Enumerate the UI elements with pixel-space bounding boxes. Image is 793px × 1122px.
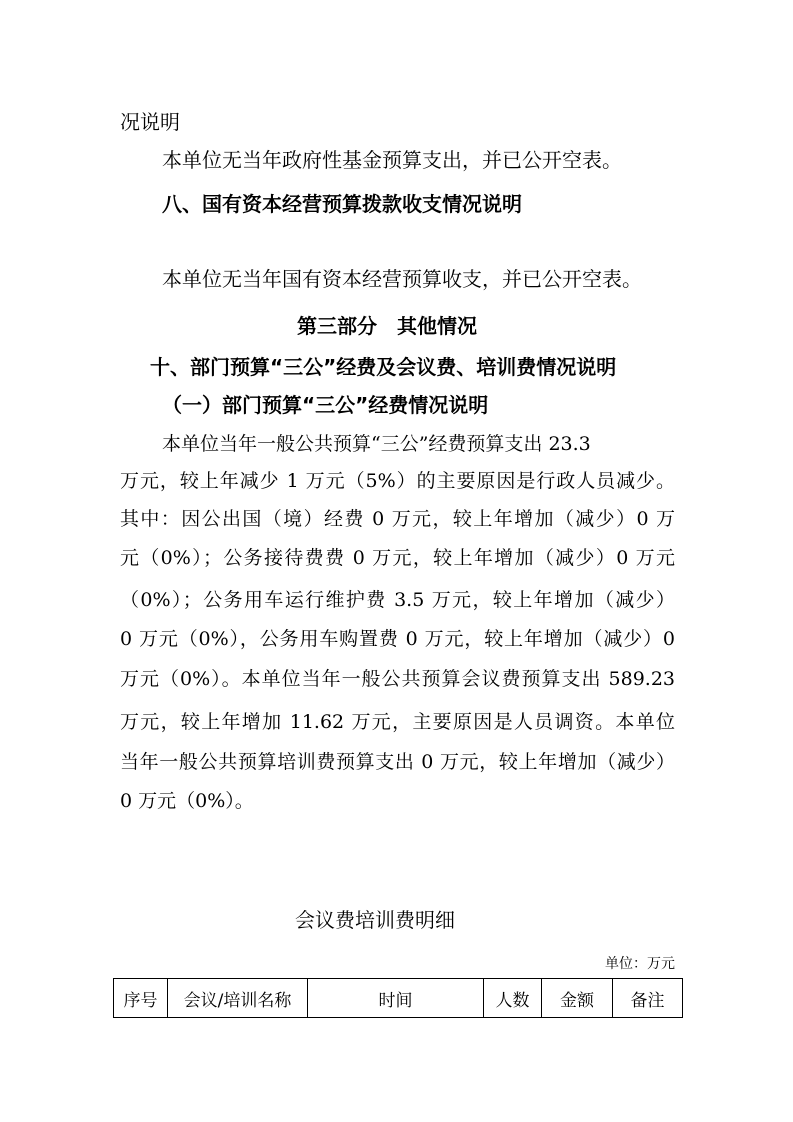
unit-label: 单位：万元 bbox=[605, 956, 675, 972]
body-line-4: 元（0%）；公务接待费费 0 万元，较上年增加（减少）0 万元 bbox=[120, 547, 675, 569]
section-heading-10: 十、部门预算“三公”经费及会议费、培训费情况说明 bbox=[150, 355, 617, 379]
table-header-row bbox=[114, 979, 683, 1018]
body-line-7: 万元（0%）。本单位当年一般公共预算会议费预算支出 589.23 bbox=[120, 668, 675, 690]
body-line-10: 0 万元（0%）。 bbox=[120, 790, 254, 812]
meeting-training-table bbox=[113, 978, 683, 1018]
part-heading-3: 第三部分 其他情况 bbox=[297, 314, 477, 338]
header-time: 时间 bbox=[308, 979, 484, 1018]
paragraph-gov-fund: 本单位无当年政府性基金预算支出，并已公开空表。 bbox=[162, 148, 622, 172]
body-line-9: 当年一般公共预算培训费预算支出 0 万元，较上年增加（减少） bbox=[120, 751, 675, 773]
header-amount: 金额 bbox=[542, 979, 613, 1018]
paragraph-continuation: 况说明 bbox=[120, 110, 180, 134]
table-title: 会议费培训费明细 bbox=[295, 908, 455, 932]
header-index: 序号 bbox=[114, 979, 168, 1018]
subsection-heading-10-1: （一）部门预算“三公”经费情况说明 bbox=[162, 393, 489, 417]
body-line-8: 万元，较上年增加 11.62 万元，主要原因是人员调资。本单位 bbox=[120, 711, 675, 733]
body-line-3: 其中：因公出国（境）经费 0 万元，较上年增加（减少）0 万 bbox=[120, 508, 675, 530]
body-line-1: 本单位当年一般公共预算“三公”经费预算支出 23.3 bbox=[162, 433, 591, 455]
paragraph-state-capital: 本单位无当年国有资本经营预算收支，并已公开空表。 bbox=[162, 267, 642, 291]
header-remark: 备注 bbox=[613, 979, 683, 1018]
body-line-2: 万元，较上年减少 1 万元（5%）的主要原因是行政人员减少。 bbox=[120, 470, 675, 492]
body-line-6: 0 万元（0%），公务用车购置费 0 万元，较上年增加（减少）0 bbox=[120, 628, 675, 650]
header-people: 人数 bbox=[484, 979, 542, 1018]
body-line-5: （0%）；公务用车运行维护费 3.5 万元，较上年增加（减少） bbox=[120, 589, 675, 611]
section-heading-8: 八、国有资本经营预算拨款收支情况说明 bbox=[162, 192, 522, 216]
header-name: 会议/培训名称 bbox=[168, 979, 308, 1018]
